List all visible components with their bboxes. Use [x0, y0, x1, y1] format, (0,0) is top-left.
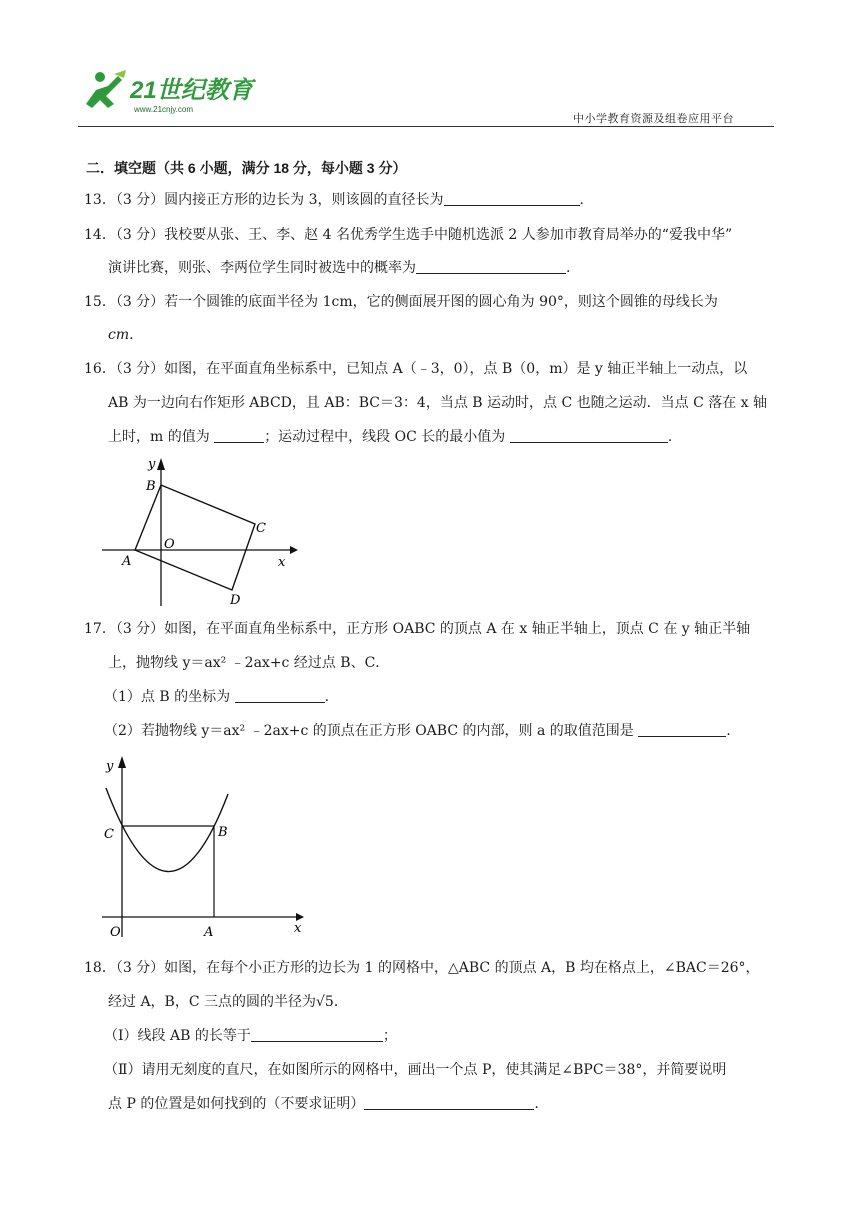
q17-label-x: x: [294, 921, 302, 936]
question-16-line2: AB 为一边向右作矩形 ABCD，且 AB：BC＝3：4，当点 B 运动时，点 C 也随之运动．当点 C 落在 x 轴: [108, 395, 768, 411]
question-16-line3: [108, 427, 672, 447]
q16-figure: [98, 452, 298, 610]
q17-label-y: y: [106, 759, 114, 774]
q17-label-b: B: [218, 825, 228, 840]
q17-y-arrow: [118, 756, 126, 768]
q17-label-c: C: [104, 827, 114, 842]
q14-answer-blank[interactable]: [416, 259, 566, 274]
q16-label-d: D: [230, 593, 241, 608]
q16-rectangle-abcd: [135, 485, 255, 590]
q16-label-y: y: [148, 457, 156, 472]
q18-sub1-end: ；: [382, 1028, 397, 1044]
question-16-line1: 16．（3 分）如图，在平面直角坐标系中，已知点 A（﹣3，0），点 B（0，m）是 y 轴正半轴上一动点，以: [84, 361, 748, 377]
question-17-sub2: [104, 721, 731, 741]
question-17-line1: 17．（3 分）如图，在平面直角坐标系中，正方形 OABC 的顶点 A 在 x 轴正半轴上，顶点 C 在 y 轴正半轴: [84, 621, 751, 637]
logo-text: 21世纪教育: [130, 77, 253, 104]
question-18-sub3: [108, 1094, 539, 1114]
question-14-line1: 14．（3 分）我校要从张、王、李、赵 4 名优秀学生选手中随机选派 2 人参加市教育局举办的“爱我中华”: [84, 227, 733, 243]
q17-sub1-end: .: [324, 689, 330, 705]
q18-answer-blank-1[interactable]: [251, 1027, 383, 1042]
q18-sub1-text: （Ⅰ）线段 AB 的长等于: [104, 1028, 251, 1044]
q13-end: .: [579, 192, 584, 208]
q16-label-a: A: [122, 554, 132, 569]
q16-text-a: 上时，m 的值为: [108, 429, 210, 445]
q17-x-arrow: [296, 913, 304, 921]
q18-sub3-end: .: [534, 1096, 539, 1112]
section-title: 二．填空题（共 6 小题，满分 18 分，每小题 3 分）: [86, 160, 407, 176]
q13-text: 13．（3 分）圆内接正方形的边长为 3，则该圆的直径长为: [84, 192, 444, 208]
question-13: [84, 190, 584, 210]
logo: [78, 68, 258, 116]
q18-sub3-text: 点 P 的位置是如何找到的（不要求证明）: [108, 1096, 365, 1112]
q17-label-o: O: [110, 925, 121, 940]
q13-answer-blank[interactable]: [444, 191, 580, 206]
q16-label-o: O: [164, 537, 175, 552]
logo-runner-head: [95, 72, 105, 82]
question-15-line1: 15．（3 分）若一个圆锥的底面半径为 1cm，它的侧面展开图的圆心角为 90°，则这个圆锥的母线长为: [84, 294, 718, 310]
logo-flag: [114, 70, 126, 78]
platform-name: 中小学教育资源及组卷应用平台: [573, 113, 734, 125]
q16-end: .: [667, 429, 673, 445]
q17-sub2-end: .: [726, 723, 731, 739]
q16-y-arrow: [157, 458, 165, 470]
question-15-line2: [108, 325, 134, 345]
q15-unit: cm.: [108, 327, 134, 343]
q17-label-a: A: [204, 925, 214, 940]
question-17-line2: 上，抛物线 y＝ax² ﹣2ax+c 经过点 B、C．: [108, 655, 390, 671]
q17-sub2-text: （2）若抛物线 y＝ax² ﹣2ax+c 的顶点在正方形 OABC 的内部，则 a 的取值范围是: [104, 723, 634, 739]
question-18-line1: 18．（3 分）如图，在每个小正方形的边长为 1 的网格中，△ABC 的顶点 A，B 均在格点上，∠BAC＝26°，: [84, 960, 760, 976]
page-header: [78, 68, 774, 130]
q14-end: .: [566, 260, 571, 276]
question-18-sub1: [104, 1026, 397, 1046]
header-divider: [78, 126, 774, 127]
q17-parabola: [106, 788, 228, 872]
q16-x-arrow: [290, 546, 298, 554]
q17-figure: [98, 752, 312, 942]
q16-label-c: C: [256, 521, 266, 536]
q16-answer-blank-2[interactable]: [510, 428, 668, 443]
q16-label-x: x: [278, 555, 286, 570]
question-18-sub2: （Ⅱ）请用无刻度的直尺，在如图所示的网格中，画出一个点 P，使其满足∠BPC＝38°，并简要说明: [104, 1062, 727, 1078]
q14-text: 演讲比赛，则张、李两位学生同时被选中的概率为: [108, 260, 416, 276]
q16-answer-blank-1[interactable]: [214, 428, 264, 443]
question-18-line2: 经过 A，B，C 三点的圆的半径为√5．: [108, 994, 348, 1010]
q17-sub1-text: （1）点 B 的坐标为: [104, 689, 231, 705]
question-17-sub1: [104, 687, 329, 707]
q17-answer-blank-1[interactable]: [235, 688, 325, 703]
logo-runner-body: [86, 76, 122, 108]
question-14-line2: [108, 258, 570, 278]
q16-text-b: ；运动过程中，线段 OC 长的最小值为: [264, 429, 506, 445]
q16-label-b: B: [146, 479, 156, 494]
q17-answer-blank-2[interactable]: [638, 722, 726, 737]
logo-url: www.21cnjy.com: [134, 105, 193, 114]
q18-answer-blank-2[interactable]: [364, 1095, 534, 1110]
